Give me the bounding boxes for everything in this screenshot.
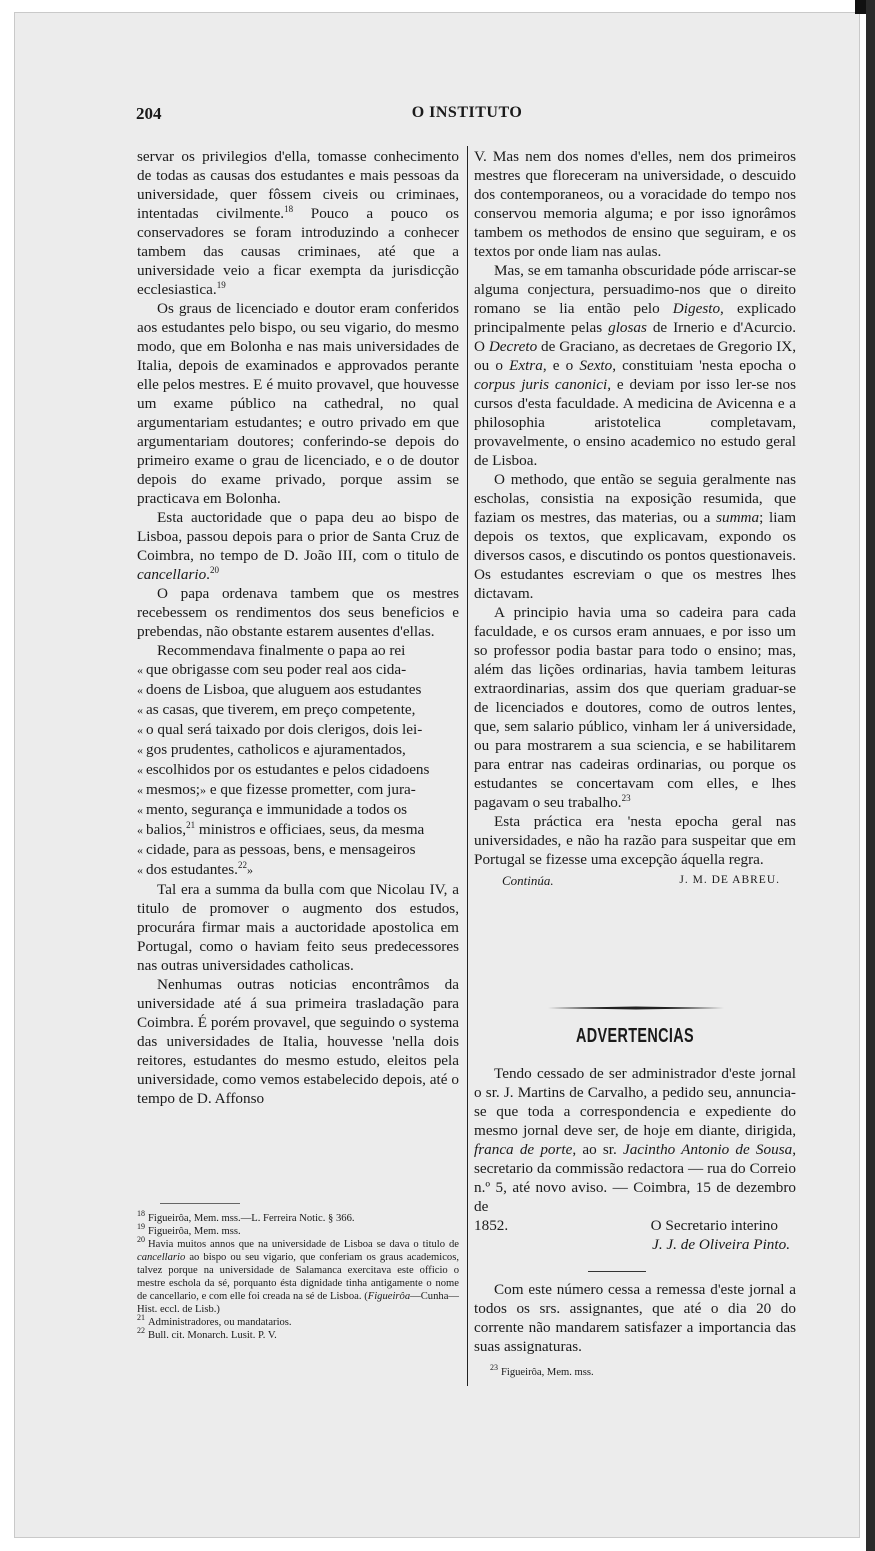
- author-name: J. M. DE ABREU.: [679, 874, 780, 886]
- footnote: $^{19}$ Figueirôa, Mem. mss.: [137, 1222, 241, 1237]
- paragraph: Mas, se em tamanha obscuridade póde arriscar-se alguma conjectura, persuadimo-nos que o direito romano se lia então pelo Digesto, explicado principalmente pelas glosas de Irnerio e d'Acurcio. O Decreto de Graciano, as decretaes de Gregorio IX, ou o Extra, e o Sexto, constituiam 'nesta epocha o corpus juris canonici, e deviam por isso ler-se nos cursos d'esta faculdade. A medicina de Avicenna e a philosophia aristotelica completavam, provavelmente, o ensino academico no estudo geral de Lisboa.: [474, 262, 797, 469]
- signature-line: [474, 1216, 796, 1235]
- quote-line: « doens de Lisboa, que aluguem aos estudantes: [137, 681, 422, 698]
- quote-line: « balios,$^{21}$ ministros e officiaes, seus, da mesma: [137, 819, 425, 838]
- quote-line: « as casas, que tiverem, em preço competente,: [137, 701, 416, 718]
- page-number: 204: [136, 104, 162, 123]
- column-divider: [467, 146, 468, 1386]
- quote-line: « mento, segurança e immunidade a todos os: [137, 801, 408, 818]
- paragraph: V. Mas nem dos nomes d'elles, nem dos primeiros mestres que floreceram na universidade, o descuido dos contemporaneos, ou a voracidade do tempo nos conservou memoria alguma; e por isso ignorâmos tambem os methodos de ensino que seguiram, e os textos por onde liam nas aulas.: [474, 148, 796, 260]
- paragraph: A principio havia uma so cadeira para cada faculdade, e os cursos eram annuaes, e por isso um so professor podia bastar para todo o ensino; mas, além das lições ordinarias, havia tambem leituras extraordinarias, assim dos que queriam graduar-se de licenciados e doutores, como de outros lentes, que, sem salario público, vinham ler á universidade, ou para mostrarem a sua sciencia, e se habilitarem para entrar nas cadeiras ordinarias, ou porque os estudantes se concertavam com elles, e lhes pagavam o seu trabalho.$^{23}$: [474, 604, 796, 811]
- secretary-title: O Secretario interino: [650, 1217, 778, 1234]
- paragraph: [137, 508, 459, 584]
- footnote-ref: 18: [284, 203, 294, 214]
- secretary-name: J. J. de Oliveira Pinto.: [652, 1236, 790, 1253]
- paragraph: Os graus de licenciado e doutor eram conferidos aos estudantes pelo bispo, ou seu vigario, do mesmo modo, que em Bolonha e nas mais universidades de Italia, depois de examinados e approvados perante elle pelos mestres. E é muito provavel, que houvesse um exame público na cathedral, no qual argumentariam estudantes; e outro privado em que argumentariam doutores; conferindo-se depois do primeiro exame o grau de licenciado, e o de doutor depois do exame privado, porque assim se practicava em Bolonha.: [137, 300, 459, 507]
- scan-edge-right: [866, 0, 875, 1551]
- footnote: $^{21}$ Administradores, ou mandatarios.: [137, 1313, 292, 1328]
- quote-line: « cidade, para as pessoas, bens, e mensageiros: [137, 841, 416, 858]
- section-title: ADVERTENCIAS: [576, 1025, 694, 1047]
- left-column: [137, 147, 459, 1108]
- text: Recommendava finalmente o papa ao rei: [157, 642, 406, 659]
- paragraph: Esta práctica era 'nesta epocha geral nas universidades, e não ha razão para suspeitar que em Portugal se fizesse uma excepção áquella regra.: [474, 813, 796, 868]
- paragraph: O papa ordenava tambem que os mestres recebessem os rendimentos dos seus beneficios e prebendas, não obstante estarem ausentes d'ellas.: [137, 585, 459, 640]
- paragraph: [137, 147, 459, 299]
- paragraph-quote: [137, 641, 459, 660]
- paragraph: Nenhumas outras noticias encontrâmos da universidade até á sua primeira trasladação para Coimbra. É porém provavel, que seguindo o systema das universidades de Italia, houvesse 'nella dois reitores, estudantes do mesmo estudo, eleitos pela universidade, como vemos estabelecido depois, até o tempo de D. Affonso: [137, 976, 459, 1107]
- page-header: [136, 102, 798, 128]
- year: 1852.: [474, 1217, 509, 1234]
- quote-line: « dos estudantes.$^{22}$»: [137, 859, 253, 878]
- quote-line: « gos prudentes, catholicos e ajuramentados,: [137, 741, 406, 758]
- quote-line: « o qual será taixado por dois clerigos, dois lei-: [137, 721, 423, 738]
- bulla-quote: [137, 660, 459, 880]
- advertencias-notice: [474, 1064, 796, 1254]
- text: Esta auctoridade que o papa deu ao bispo de Lisboa, passou depois para o prior de Santa Cruz de Coimbra, no tempo de D. João III, com o titulo de: [137, 509, 459, 564]
- ornamental-rule-graphic: [548, 1006, 724, 1010]
- subscription-notice: [474, 1280, 796, 1356]
- text: .: [206, 566, 210, 583]
- footnote-ref: 19: [216, 279, 226, 290]
- text: Pouco a pouco os conservadores se foram introduzindo a conhecer tambem das causas criminaes, até que a universidade veio a ficar exempta da jurisdicção ecclesiastica.: [137, 205, 459, 298]
- footnote: $^{20}$ Havia muitos annos que na universidade de Lisboa se dava o titulo de cancellario ao bispo ou seu vigario, que conferiam os graus academicos, talvez porque na universidade de Salamanca exercitava este officio o mestre eschola da sé, porquanto ésta dignidade tinha antigamente o nome de cancellario, e com elle foi creada na sé de Lisboa. (Figueirôa—Cunha—Hist. eccl. de Lisb.): [137, 1235, 459, 1315]
- continua-label: Continúa.: [502, 873, 554, 888]
- quote-line: « escolhidos por os estudantes e pelos cidadoens: [137, 761, 430, 778]
- italic-text: cancellario: [137, 566, 207, 583]
- journal-title: O INSTITUTO: [411, 104, 523, 121]
- article-signature: [474, 871, 796, 890]
- footnotes-left: [137, 1209, 459, 1342]
- footnote-number: 23: [490, 1363, 498, 1373]
- footnote-ref: 20: [209, 564, 219, 575]
- paragraph: Tal era a summa da bulla com que Nicolau IV, a titulo de promover o augmento dos estudos, procurára firmar mais a auctoridade apostolica em Portugal, como o haviam feito seus predecessores nas outras universidades catholicas.: [137, 881, 459, 974]
- paragraph: Com este número cessa a remessa d'este jornal a todos os srs. assignantes, que até o dia 20 do corrente não mandarem satisfazer a importancia das suas assignaturas.: [474, 1281, 796, 1355]
- footnote: $^{22}$ Bull. cit. Monarch. Lusit. P. V.: [137, 1326, 277, 1341]
- paragraph: Tendo cessado de ser administrador d'este jornal o sr. J. Martins de Carvalho, a pedido seu, annuncia-se que toda a correspondencia e expediente do mesmo jornal deve ser, de hoje em diante, dirigida, franca de porte, ao sr. Jacintho Antonio de Sousa, secretario da commissão redactora — rua do Correio n.º 5, até novo aviso. — Coimbra, 15 de dezembro de: [474, 1065, 797, 1215]
- quote-line: « que obrigasse com seu poder real aos cida-: [137, 661, 407, 678]
- ornamental-rule: [548, 1006, 724, 1009]
- footnote-text: Figueirôa, Mem. mss.: [501, 1367, 594, 1378]
- paragraph: O methodo, que então se seguia geralmente nas escholas, consistia na exposição resumida, que faziam os mestres, das materias, ou a summa; liam depois os textos, que explicavam, expondo os diversos casos, e discutindo os pontos questionaveis. Os estudantes escreviam o que os mestres lhes dictavam.: [474, 471, 797, 602]
- footnote: $^{18}$ Figueirôa, Mem. mss.—L. Ferreira Notic. § 366.: [137, 1209, 355, 1224]
- text: servar os privilegios d'ella, tomasse conhecimento de todas as causas dos estudantes e mais pessoas da universidade, quer fôssem civeis ou criminaes, intentadas civilmente.: [137, 148, 459, 222]
- right-column: [474, 147, 796, 890]
- footnote-rule: [160, 1203, 240, 1204]
- short-rule: [588, 1271, 646, 1272]
- quote-line: « mesmos;» e que fizesse prometter, com jura-: [137, 781, 416, 798]
- footnote-right: [490, 1363, 790, 1379]
